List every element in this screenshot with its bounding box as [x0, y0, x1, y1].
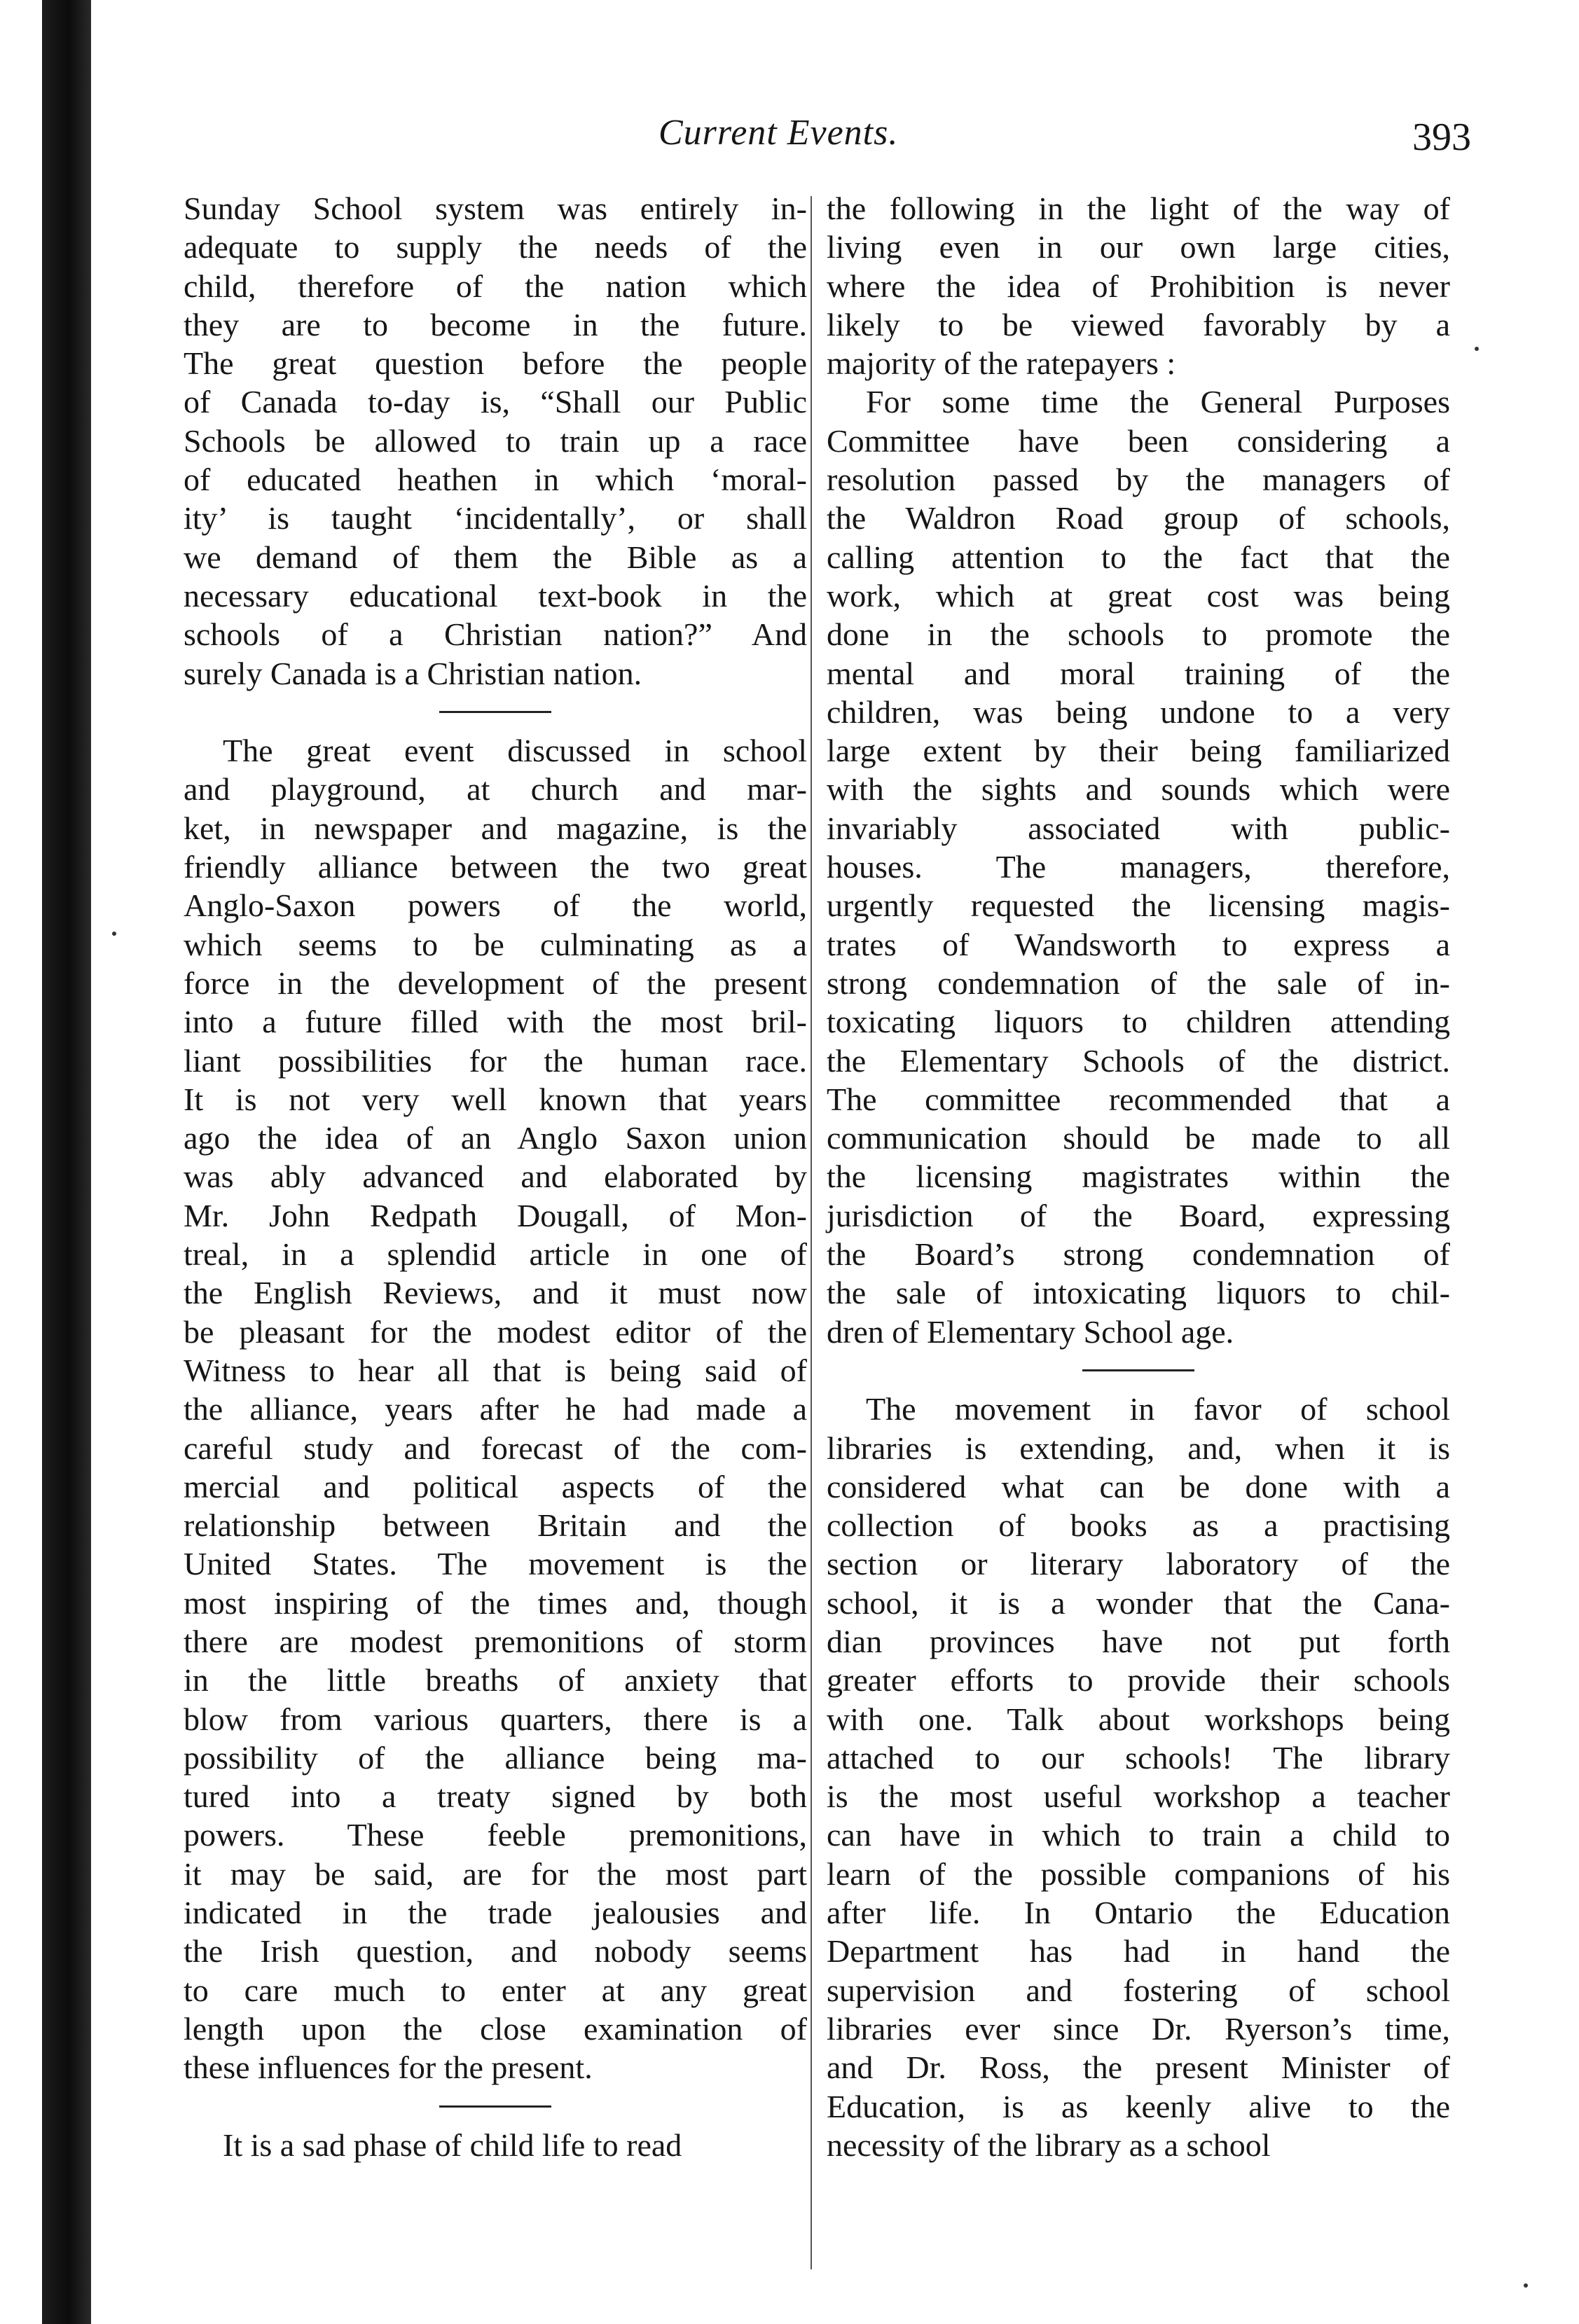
text-line: done in the schools to promote the [827, 616, 1450, 653]
text-line: Mr. John Redpath Dougall, of Mon- [184, 1197, 807, 1233]
text-line: the Irish question, and nobody seems [184, 1933, 807, 1970]
text-line: force in the development of the present [184, 964, 807, 1001]
text-line: dren of Elementary School age. [827, 1313, 1234, 1350]
text-line: It is a sad phase of child life to read [223, 2126, 682, 2163]
text-line: likely to be viewed favorably by a [827, 306, 1450, 343]
text-line: which seems to be culminating as a [184, 926, 807, 962]
text-line: we demand of them the Bible as a [184, 539, 807, 575]
text-line: the Board’s strong condemnation of [827, 1236, 1450, 1273]
text-line: supervision and fostering of school [827, 1972, 1450, 2008]
text-line: and playground, at church and mar- [184, 771, 807, 808]
text-line: majority of the ratepayers : [827, 345, 1176, 382]
scan-speck [1475, 347, 1479, 351]
text-line: can have in which to train a child to [827, 1817, 1450, 1853]
text-line: necessary educational text-book in the [184, 577, 807, 614]
text-line: the sale of intoxicating liquors to chil- [827, 1275, 1450, 1311]
text-line: Department has had in hand the [827, 1933, 1450, 1970]
text-line: ity’ is taught ‘incidentally’, or shall [184, 500, 807, 537]
text-line: they are to become in the future. [184, 306, 807, 343]
text-line: possibility of the alliance being ma- [184, 1739, 807, 1776]
page-header [175, 105, 1471, 168]
text-line: indicated in the trade jealousies and [184, 1895, 807, 1931]
text-line: adequate to supply the needs of the [184, 229, 807, 265]
text-line: dian provinces have not put forth [827, 1623, 1450, 1659]
text-line: invariably associated with public- [827, 810, 1450, 846]
text-line: surely Canada is a Christian nation. [184, 655, 642, 691]
text-line: to care much to enter at any great [184, 1972, 807, 2008]
text-line: blow from various quarters, there is a [184, 1701, 807, 1737]
scan-speck [1524, 2283, 1528, 2288]
text-line: of Canada to-day is, “Shall our Public [184, 384, 807, 420]
text-line: necessity of the library as a school [827, 2126, 1271, 2163]
text-line: learn of the possible companions of his [827, 1855, 1450, 1892]
text-line: into a future filled with the most bril- [184, 1004, 807, 1040]
text-line: The great question before the people [184, 345, 807, 382]
text-line: powers. These feeble premonitions, [184, 1817, 807, 1853]
text-line: The movement in favor of school [866, 1391, 1450, 1427]
text-line: these influences for the present. [184, 2049, 593, 2086]
text-line: be pleasant for the modest editor of the [184, 1313, 807, 1350]
text-line: calling attention to the fact that the [827, 539, 1450, 575]
text-line: the Elementary Schools of the district. [827, 1042, 1450, 1079]
page-number: 393 [1412, 116, 1471, 159]
text-line: collection of books as a practising [827, 1507, 1450, 1544]
text-line: children, was being undone to a very [827, 693, 1450, 730]
text-line: after life. In Ontario the Education [827, 1895, 1450, 1931]
text-line: communication should be made to all [827, 1120, 1450, 1156]
text-line: ago the idea of an Anglo Saxon union [184, 1120, 807, 1156]
text-line: there are modest premonitions of storm [184, 1623, 807, 1659]
text-line: it may be said, are for the most part [184, 1855, 807, 1892]
text-line: Schools be allowed to train up a race [184, 422, 807, 459]
text-line: of educated heathen in which ‘moral- [184, 462, 807, 498]
left-column [184, 189, 807, 2164]
text-line: Education, is as keenly alive to the [827, 2088, 1450, 2124]
text-line: relationship between Britain and the [184, 1507, 807, 1544]
text-line: where the idea of Prohibition is never [827, 268, 1450, 304]
text-line: libraries is extending, and, when it is [827, 1430, 1450, 1466]
text-line: Anglo-Saxon powers of the world, [184, 887, 807, 924]
text-line: most inspiring of the times and, though [184, 1584, 807, 1621]
section-divider [184, 2087, 807, 2126]
text-line: treal, in a splendid article in one of [184, 1236, 807, 1273]
text-line: urgently requested the licensing magis- [827, 887, 1450, 924]
text-line: The committee recommended that a [827, 1081, 1450, 1117]
text-line: in the little breaths of anxiety that [184, 1662, 807, 1699]
text-line: with the sights and sounds which were [827, 771, 1450, 808]
section-divider [827, 1351, 1450, 1390]
text-line: friendly alliance between the two great [184, 849, 807, 885]
text-line: was ably advanced and elaborated by [184, 1158, 807, 1195]
text-line: schools of a Christian nation?” And [184, 616, 807, 653]
text-line: the Waldron Road group of schools, [827, 500, 1450, 537]
text-line: jurisdiction of the Board, expressing [827, 1197, 1450, 1233]
text-line: It is not very well known that years [184, 1081, 807, 1117]
section-divider [184, 693, 807, 731]
text-line: living even in our own large cities, [827, 229, 1450, 265]
text-line: houses. The managers, therefore, [827, 849, 1450, 885]
text-line: liant possibilities for the human race. [184, 1042, 807, 1079]
text-line: The great event discussed in school [223, 733, 807, 769]
text-line: child, therefore of the nation which [184, 268, 807, 304]
scan-speck [112, 932, 116, 936]
text-line: section or literary laboratory of the [827, 1546, 1450, 1582]
text-line: the licensing magistrates within the [827, 1158, 1450, 1195]
text-line: the alliance, years after he had made a [184, 1391, 807, 1427]
text-line: mental and moral training of the [827, 655, 1450, 691]
text-line: length upon the close examination of [184, 2010, 807, 2047]
book-spine-shadow [42, 0, 91, 2324]
text-line: work, which at great cost was being [827, 577, 1450, 614]
text-line: the following in the light of the way of [827, 191, 1450, 226]
text-line: United States. The movement is the [184, 1546, 807, 1582]
right-column [827, 189, 1450, 2164]
text-line: Committee have been considering a [827, 422, 1450, 459]
text-line: mercial and political aspects of the [184, 1468, 807, 1505]
text-line: greater efforts to provide their schools [827, 1662, 1450, 1699]
text-line: considered what can be done with a [827, 1468, 1450, 1505]
text-line: and Dr. Ross, the present Minister of [827, 2049, 1450, 2086]
text-line: libraries ever since Dr. Ryerson’s time, [827, 2010, 1450, 2047]
column-divider-rule [811, 196, 812, 2269]
text-line: school, it is a wonder that the Cana- [827, 1584, 1450, 1621]
text-line: is the most useful workshop a teacher [827, 1778, 1450, 1815]
text-line: careful study and forecast of the com- [184, 1430, 807, 1466]
text-line: Sunday School system was entirely in- [184, 191, 807, 226]
text-line: tured into a treaty signed by both [184, 1778, 807, 1815]
text-line: Witness to hear all that is being said of [184, 1352, 807, 1388]
text-line: resolution passed by the managers of [827, 462, 1450, 498]
text-line: ket, in newspaper and magazine, is the [184, 810, 807, 846]
text-line: the English Reviews, and it must now [184, 1275, 807, 1311]
text-line: strong condemnation of the sale of in- [827, 964, 1450, 1001]
text-line: attached to our schools! The library [827, 1739, 1450, 1776]
text-line: toxicating liquors to children attending [827, 1004, 1450, 1040]
text-line: trates of Wandsworth to express a [827, 926, 1450, 962]
running-title: Current Events. [659, 113, 899, 153]
text-line: For some time the General Purposes [866, 384, 1450, 420]
text-line: with one. Talk about workshops being [827, 1701, 1450, 1737]
text-line: large extent by their being familiarized [827, 733, 1450, 769]
